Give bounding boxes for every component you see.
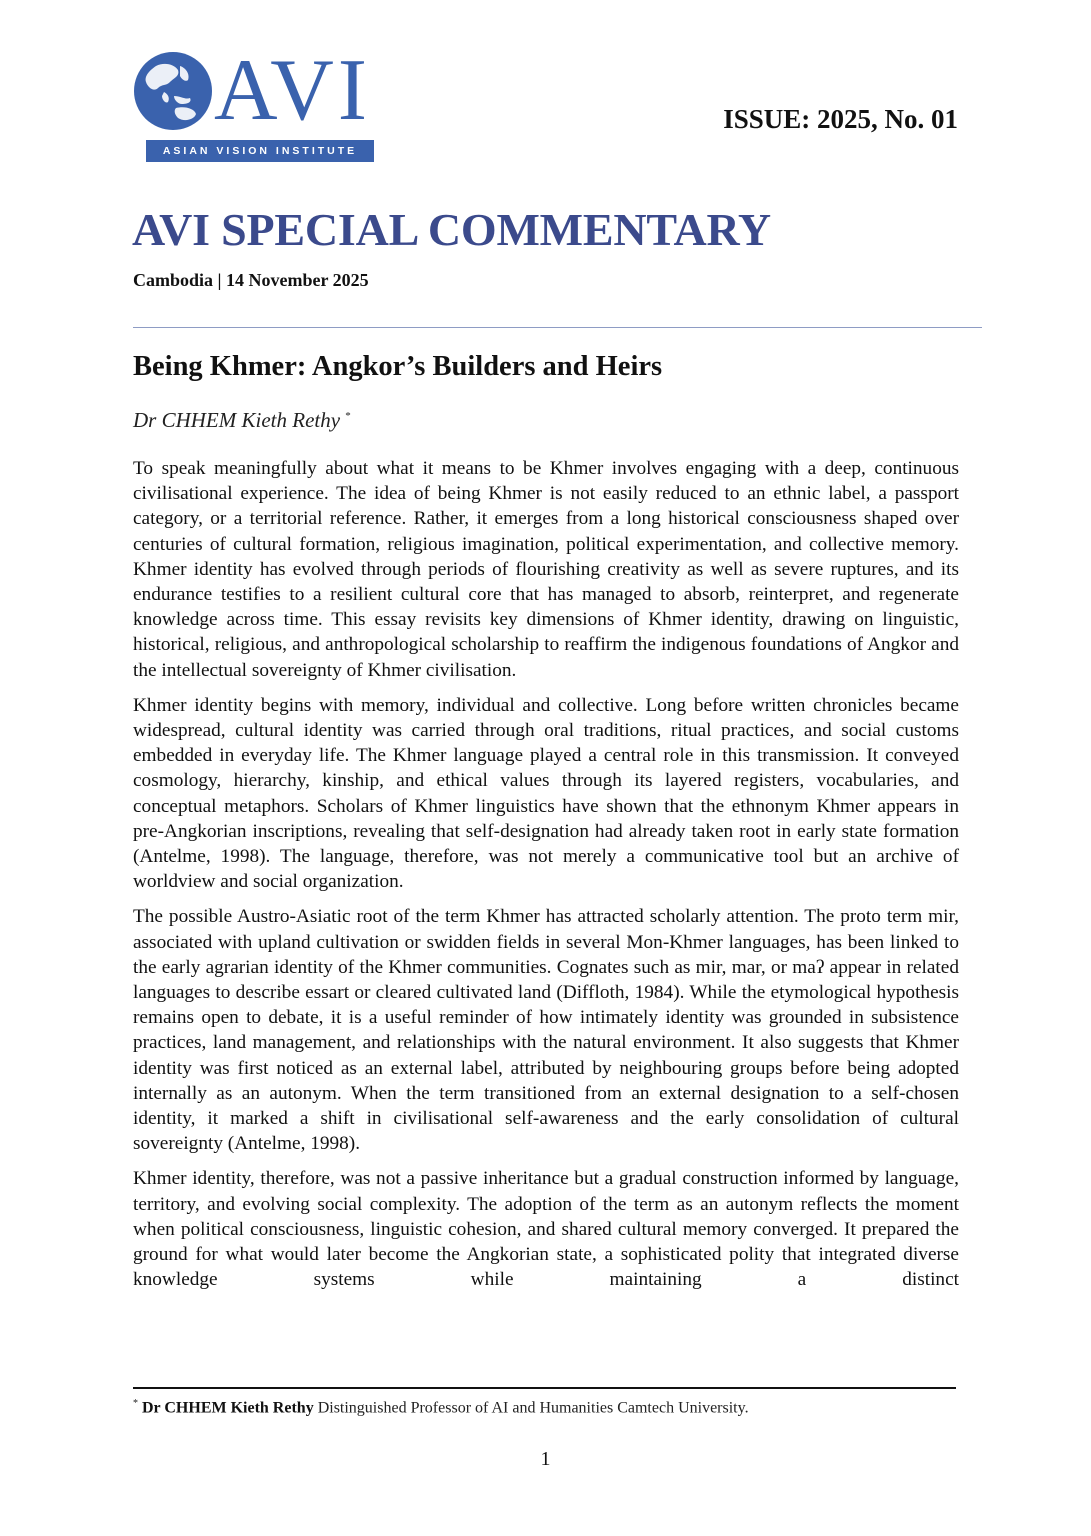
logo-letters: AVI bbox=[214, 42, 372, 139]
article-title: Being Khmer: Angkor’s Builders and Heirs bbox=[133, 351, 663, 382]
page-number: 1 bbox=[540, 1448, 551, 1470]
paragraph: Khmer identity begins with memory, individual and collective. Long before written chronicles became widespread, cultural identity was carried through oral traditions, ritual practices, and social customs embedded in everyday life. The Khmer language played a central role in this transmission. It conveyed cosmology, hierarchy, kinship, and ethical values through its layered registers, vocabularies, and conceptual metaphors. Scholars of Khmer linguistics have shown that the ethnonym Khmer appears in pre-Angkorian inscriptions, revealing that self-designation had already taken root in early state formation (Antelme, 1998). The language, therefore, was not merely a communicative tool but an archive of worldview and social organization. bbox=[133, 694, 959, 893]
footnote-divider bbox=[133, 1387, 956, 1389]
author-name: Dr CHHEM Kieth Rethy bbox=[133, 408, 341, 432]
paragraph: Khmer identity, therefore, was not a passive inheritance but a gradual construction informed by language, territory, and evolving social complexity. The adoption of the term as an autonym reflects the moment when political consciousness, linguistic cohesion, and shared cultural memory converged. It prepared the ground for what would later become the Angkorian state, a sophisticated polity that integrated diverse knowledge systems while maintaining a distinct bbox=[133, 1168, 959, 1291]
series-title: AVI SPECIAL COMMENTARY bbox=[132, 204, 771, 255]
globe-icon bbox=[134, 52, 212, 130]
author-byline bbox=[133, 408, 351, 433]
header-divider bbox=[133, 327, 982, 328]
footnote-mark: * bbox=[133, 1398, 138, 1409]
logo-tagline: ASIAN VISION INSTITUTE bbox=[146, 140, 374, 162]
avi-logo bbox=[134, 42, 384, 172]
issue-label: ISSUE: 2025, No. 01 bbox=[723, 104, 958, 134]
author-footnote-mark[interactable]: * bbox=[345, 410, 351, 422]
paragraph: To speak meaningfully about what it means to be Khmer involves engaging with a deep, continuous civilisational experience. The idea of being Khmer is not easily reduced to an ethnic label, a passport category, or a territorial reference. Rather, it emerges from a long historical consciousness shaped over centuries of cultural formation, religious imagination, political experimentation, and collective memory. Khmer identity has evolved through periods of flourishing creativity as well as severe ruptures, and its endurance testifies to a resilient cultural core that has managed to absorb, reinterpret, and regenerate knowledge across time. This essay revisits key dimensions of Khmer identity, drawing on linguistic, historical, religious, and anthropological scholarship to reaffirm the indigenous foundations of Angkor and the intellectual sovereignty of Khmer civilisation. bbox=[133, 458, 959, 681]
article-body bbox=[133, 456, 959, 1303]
paragraph: The possible Austro-Asiatic root of the term Khmer has attracted scholarly attention. The proto term mir, associated with upland cultivation or swidden fields in several Mon-Khmer languages, has been linked to the early agrarian identity of the Khmer communities. Cognates such as mir, mar, or maʔ appear in related languages to describe essart or cleared cultivated land (Diffloth, 1984). While the etymological hypothesis remains open to debate, it is a useful reminder of how intimately identity was grounded in subsistence practices, land management, and relationships with the natural environment. It also suggests that Khmer identity was first noticed as an external label, attributed by neighbouring groups before being adopted internally as an autonym. When the term transitioned from an external designation to a self-chosen identity, it marked a shift in civilisational self-awareness and the early consolidation of cultural sovereignty (Antelme, 1998). bbox=[133, 906, 959, 1155]
location-date: Cambodia | 14 November 2025 bbox=[133, 270, 369, 290]
footnote-name: Dr CHHEM Kieth Rethy bbox=[142, 1399, 314, 1417]
footnote bbox=[133, 1398, 749, 1417]
footnote-text: Distinguished Professor of AI and Humanities Camtech University. bbox=[313, 1399, 749, 1417]
